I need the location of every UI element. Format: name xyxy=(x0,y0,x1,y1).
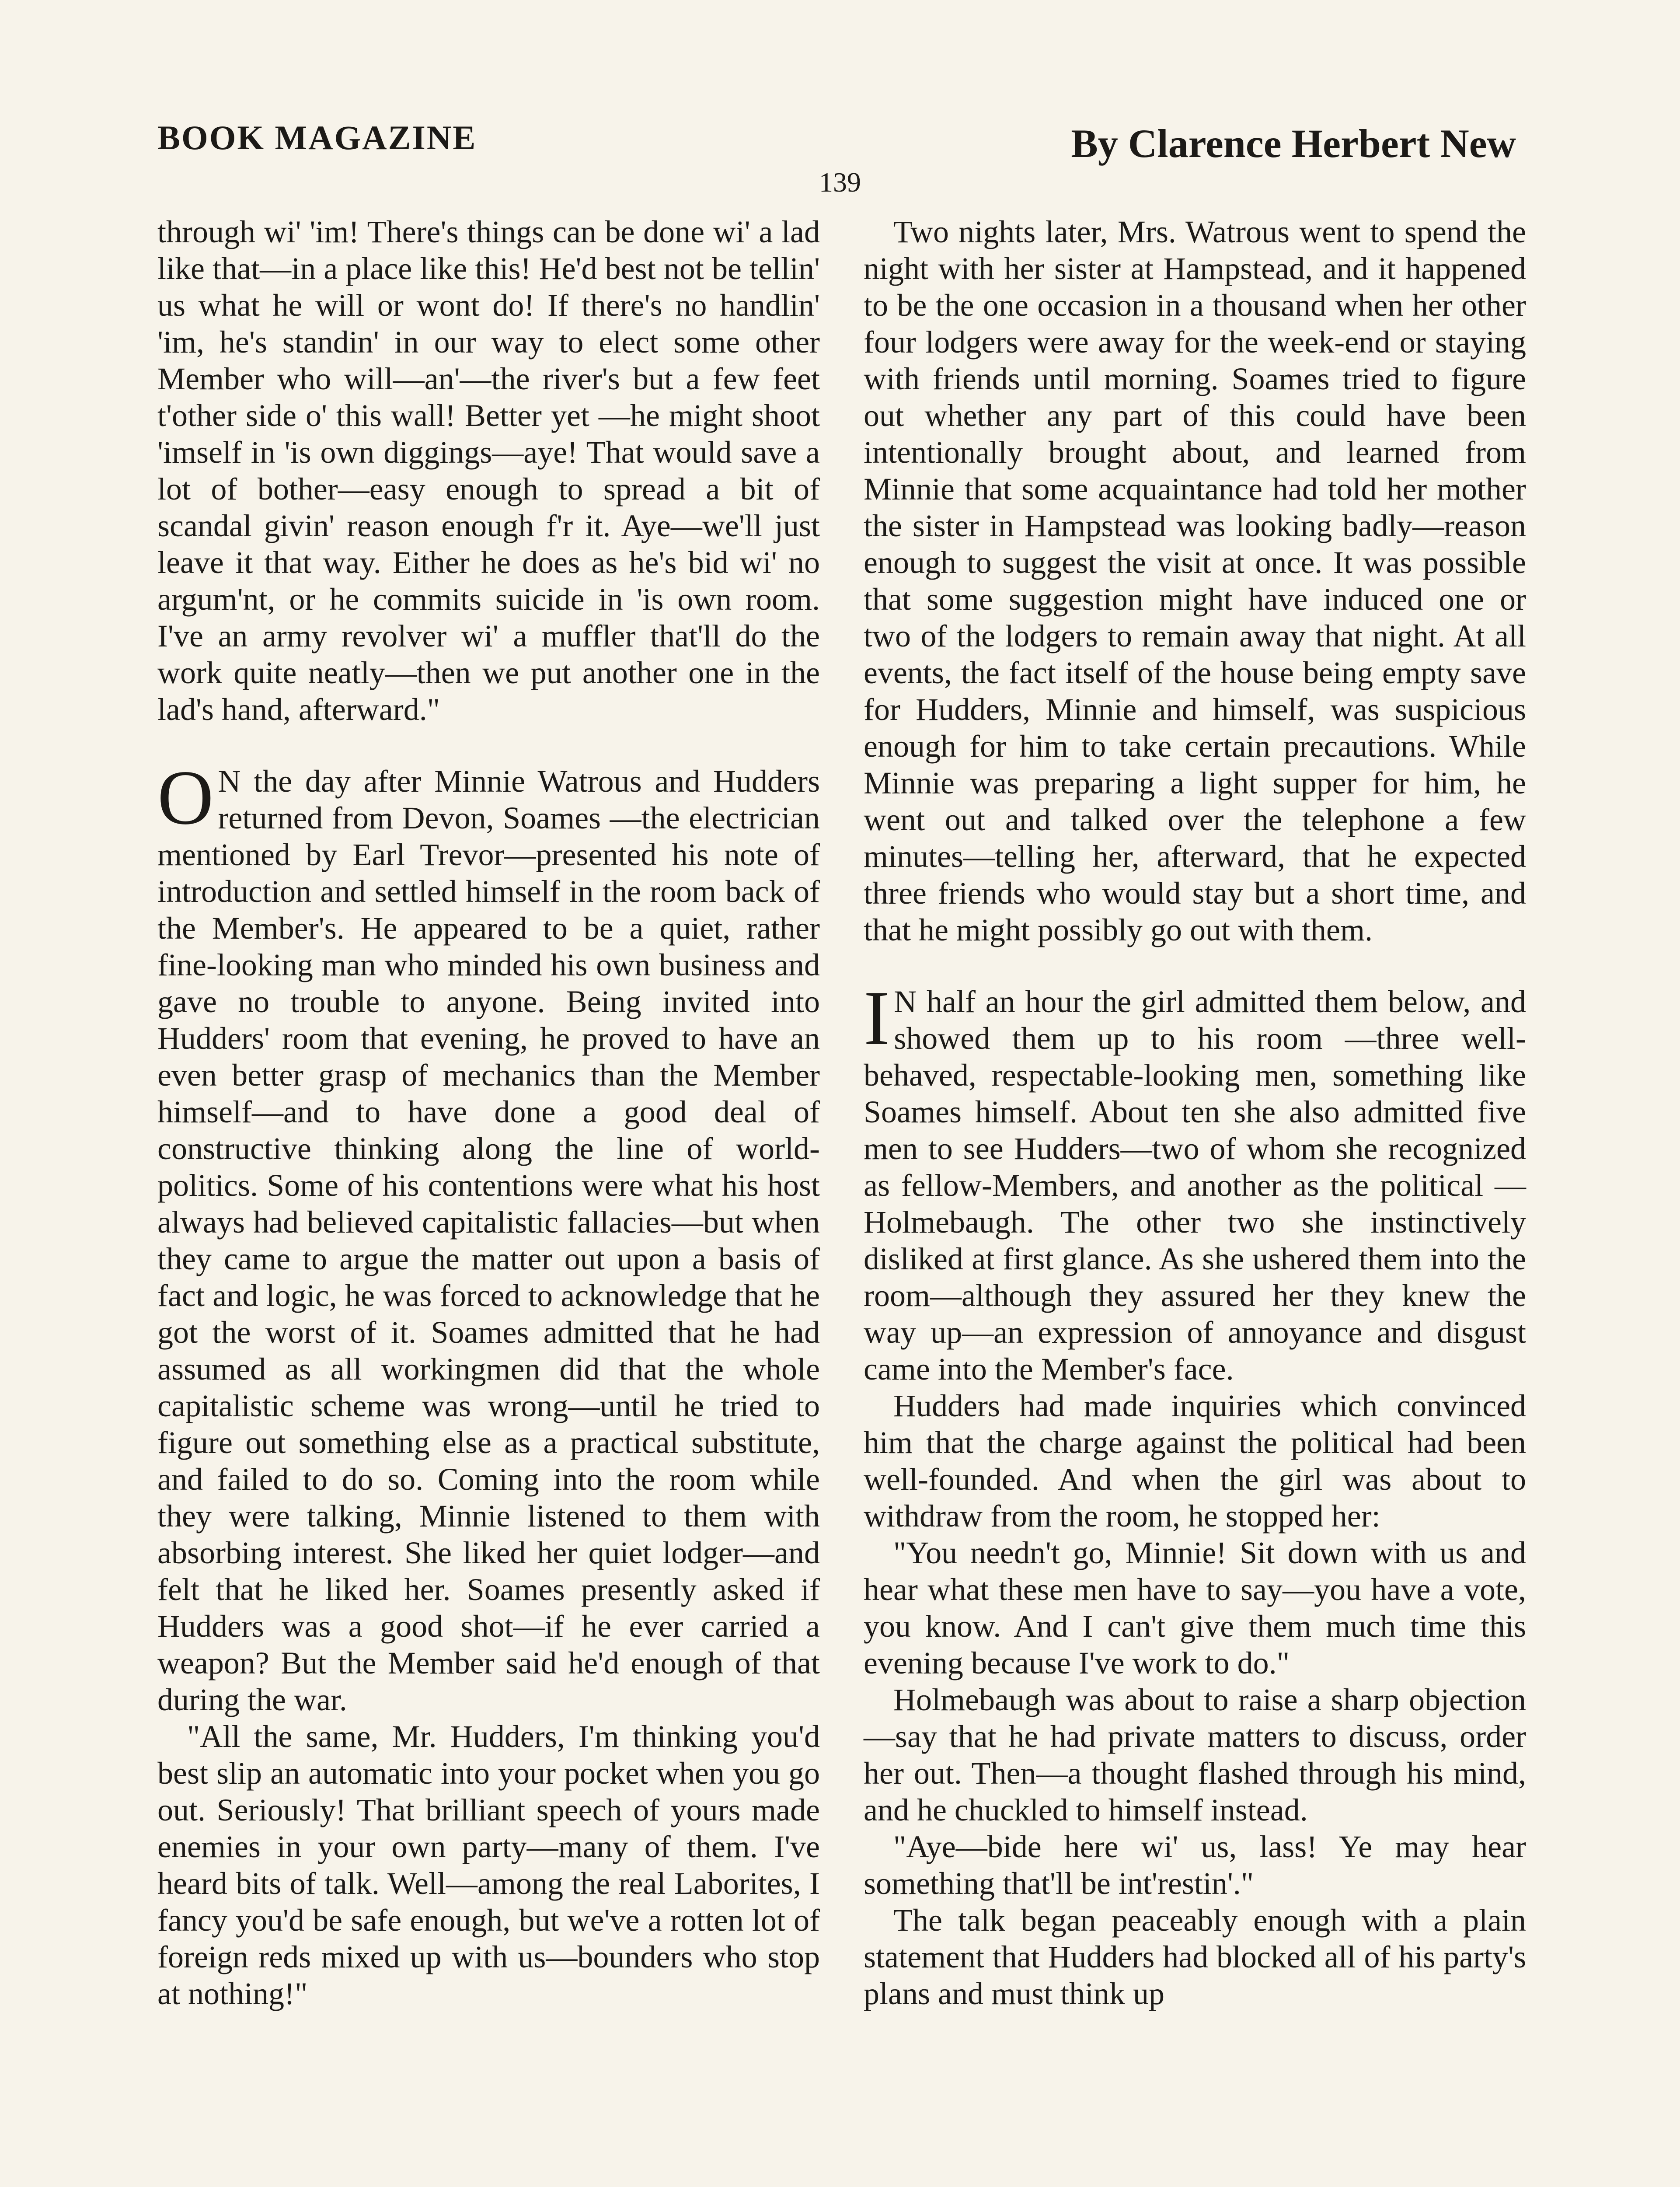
right-column xyxy=(864,213,1526,2012)
paragraph: "All the same, Mr. Hudders, I'm thinking you'd best slip an automatic into your pocket when you go out. Seriously! That brilliant speech of yours made enemies in your own party—many of them. I've heard bits of talk. Well—among the real Laborites, I fancy you'd be safe enough, but we've a rotten lot of foreign reds mixed up with us—bounders who stop at nothing!" xyxy=(157,1719,820,2011)
drop-cap: I xyxy=(864,975,890,1061)
paragraph xyxy=(157,754,820,1718)
paragraph: "You needn't go, Minnie! Sit down with us and hear what these men have to say—you have a vote, you know. And I can't give them much time this evening because I've work to do." xyxy=(864,1535,1526,1680)
left-column xyxy=(157,213,820,2012)
paragraph: Holmebaugh was about to raise a sharp objection—say that he had private matters to discuss, order her out. Then—a thought flashed through his mind, and he chuckled to himself instead. xyxy=(864,1682,1526,1827)
paragraph: The talk began peaceably enough with a plain statement that Hudders had blocked all of his party's plans and must think up xyxy=(864,1903,1526,2011)
author-byline: By Clarence Herbert New xyxy=(1071,121,1516,166)
paragraph xyxy=(864,975,1526,1387)
magazine-title: BOOK MAGAZINE xyxy=(157,119,477,157)
page-number: 139 xyxy=(819,167,861,198)
paragraph: Two nights later, Mrs. Watrous went to spend the night with her sister at Hampstead, and it happened to be the one occasion in a thousand when her other four lodgers were away for the week-end or staying with friends until morning. Soames tried to figure out whether any part of this could have been intentionally brought about, and learned from Minnie that some acquaintance had told her mother the sister in Hampstead was looking badly—reason enough to suggest the visit at once. It was possible that some suggestion might have induced one or two of the lodgers to remain away that night. At all events, the fact itself of the house being empty save for Hudders, Minnie and himself, was suspicious enough for him to take certain precautions. While Minnie was preparing a light supper for him, he went out and talked over the telephone a few minutes—telling her, afterward, that he expected three friends who would stay but a short time, and that he might possibly go out with them. xyxy=(864,214,1526,947)
paragraph: Hudders had made inquiries which convinced him that the charge against the political had been well-founded. And when the girl was about to withdraw from the room, he stopped her: xyxy=(864,1388,1526,1534)
paragraph-text: N half an hour the girl admitted them below, and showed them up to his room —three well-behaved, respectable-looking men, something like Soames himself. About ten she also admitted five men to see Hudders—two of whom she recognized as fellow-Members, and another as the political —Holmebaugh. The other two she instinctively disliked at first glance. As she ushered them into the room—although they assured her they knew the way up—an expression of annoyance and disgust came into the Member's face. xyxy=(864,984,1526,1387)
drop-cap: O xyxy=(157,754,214,841)
paragraph-text: N the day after Minnie Watrous and Hudders returned from Devon, Soames —the electrician mentioned by Earl Trevor—presented his note of introduction and settled himself in the room back of the Member's. He appeared to be a quiet, rather fine-looking man who minded his own business and gave no trouble to anyone. Being invited into Hudders' room that evening, he proved to have an even better grasp of mechanics than the Member himself—and to have done a good deal of constructive thinking along the line of world-politics. Some of his contentions were what his host always had believed capitalistic fallacies—but when they came to argue the matter out upon a basis of fact and logic, he was forced to acknowledge that he got the worst of it. Soames admitted that he had assumed as all workingmen did that the whole capitalistic scheme was wrong—until he tried to figure out something else as a practical substitute, and failed to do so. Coming into the room while they were talking, Minnie listened to them with absorbing interest. She liked her quiet lodger—and felt that he liked her. Soames presently asked if Hudders was a good shot—if he ever carried a weapon? But the Member said he'd enough of that during the war. xyxy=(157,764,820,1717)
paragraph: through wi' 'im! There's things can be done wi' a lad like that—in a place like this! He'd best not be tellin' us what he will or wont do! If there's no handlin' 'im, he's standin' in our way to elect some other Member who will—an'—the river's but a few feet t'other side o' this wall! Better yet —he might shoot 'imself in 'is own diggings—aye! That would save a lot of bother—easy enough to spread a bit of scandal givin' reason enough f'r it. Aye—we'll just leave it that way. Either he does as he's bid wi' no argum'nt, or he commits suicide in 'is own room. I've an army revolver wi' a muffler that'll do the work quite neatly—then we put another one in the lad's hand, afterward." xyxy=(157,214,820,727)
paragraph: "Aye—bide here wi' us, lass! Ye may hear something that'll be int'restin'." xyxy=(864,1829,1526,1901)
